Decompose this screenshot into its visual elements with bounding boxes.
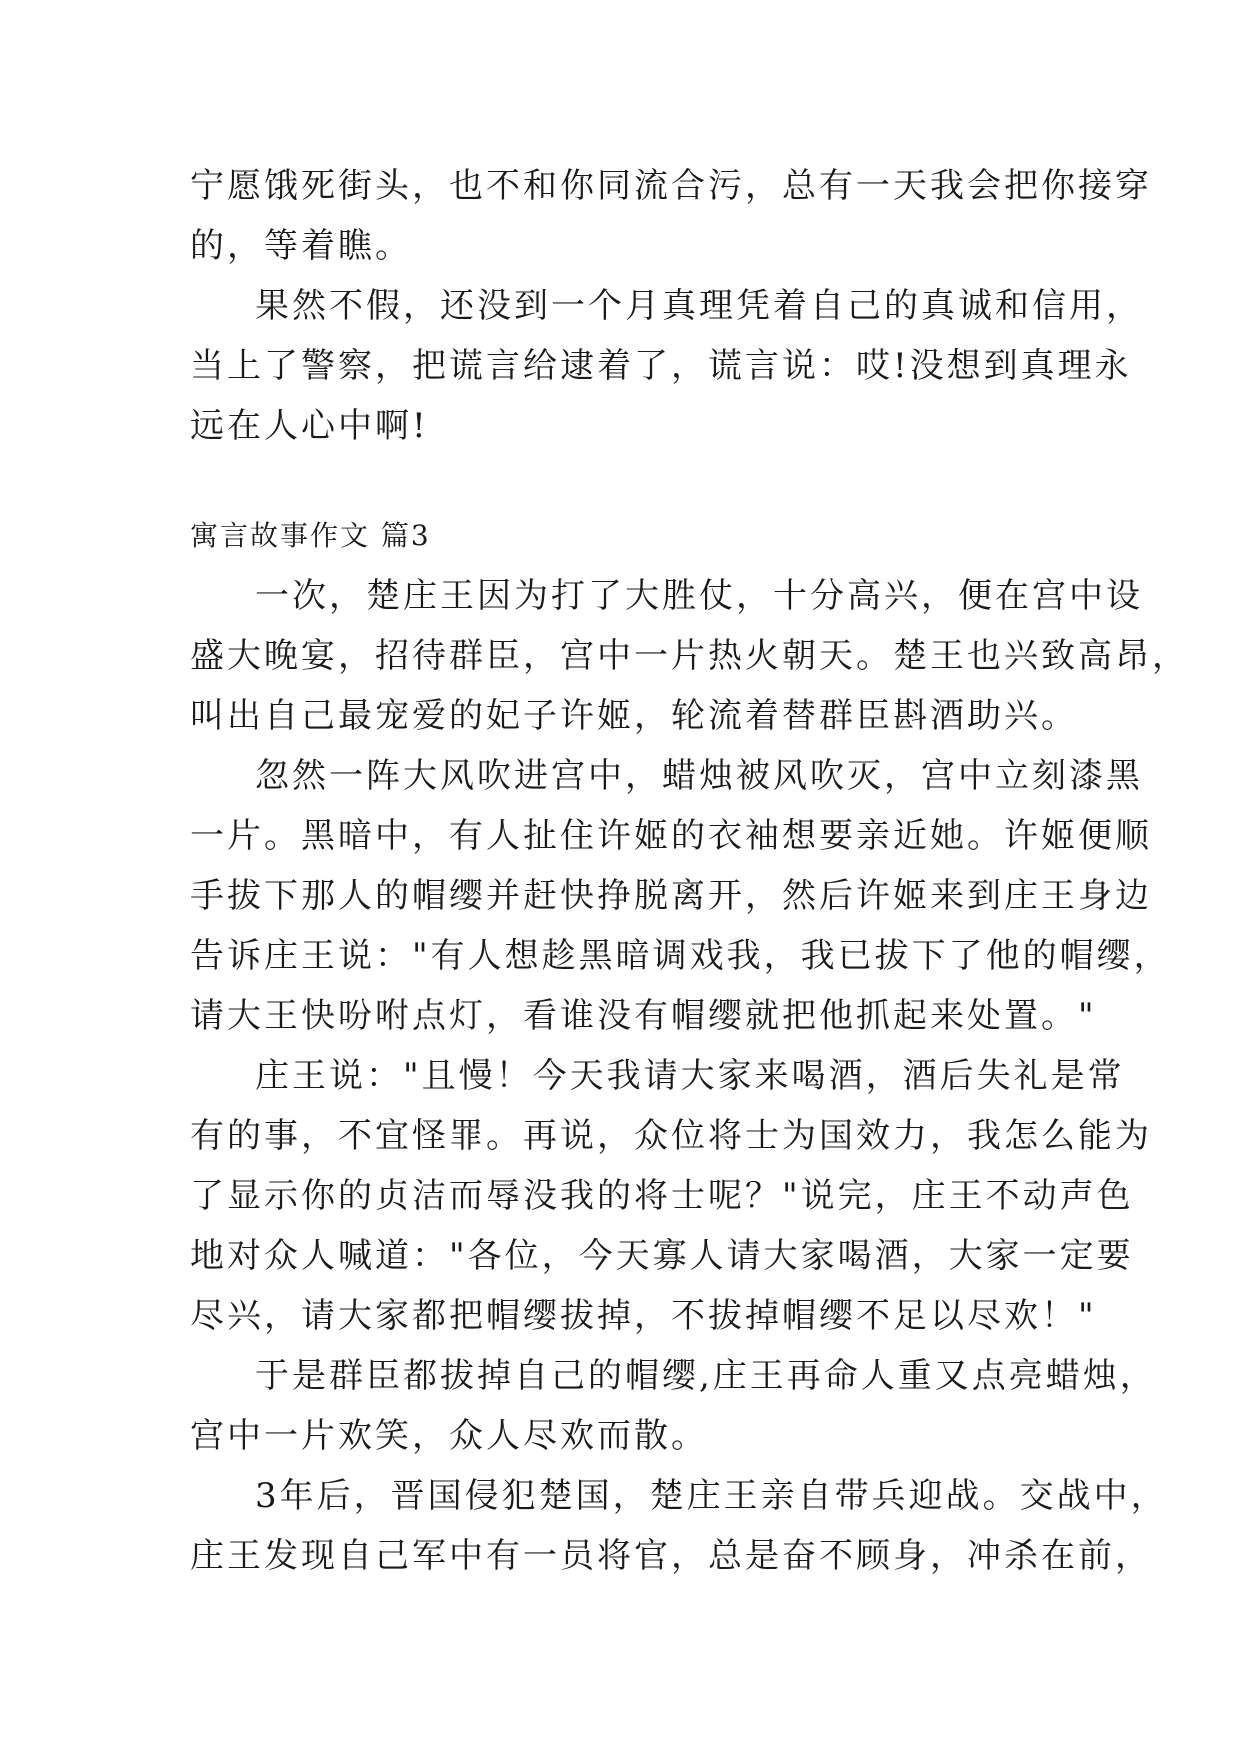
text-line: 告诉庄王说："有人想趁黑暗调戏我，我已拔下了他的帽缨，	[190, 936, 1171, 976]
text-line: 叫出自己最宠爱的妃子许姬，轮流着替群臣斟酒助兴。	[190, 696, 1078, 736]
text-line: 尽兴，请大家都把帽缨拔掉，不拔掉帽缨不足以尽欢！"	[190, 1296, 1097, 1336]
text-line: 盛大晚宴，招待群臣，宫中一片热火朝天。楚王也兴致高昂，	[190, 636, 1189, 676]
paragraph-first-line: 忽然一阵大风吹进宫中，蜡烛被风吹灭，宫中立刻漆黑	[255, 756, 1143, 796]
text-line: 请大王快吩咐点灯，看谁没有帽缨就把他抓起来处置。"	[190, 996, 1097, 1036]
text-line: 一片。黑暗中，有人扯住许姬的衣袖想要亲近她。许姬便顺	[190, 816, 1152, 856]
text-line: 庄王发现自己军中有一员将官，总是奋不顾身，冲杀在前，	[190, 1536, 1152, 1576]
text-line: 宁愿饿死街头，也不和你同流合污，总有一天我会把你接穿	[190, 166, 1152, 206]
paragraph-first-line: 3年后，晋国侵犯楚国，楚庄王亲自带兵迎战。交战中，	[255, 1476, 1168, 1516]
text-line: 手拔下那人的帽缨并赶快挣脱离开，然后许姬来到庄王身边	[190, 876, 1152, 916]
paragraph-first-line: 庄王说："且慢！今天我请大家来喝酒，酒后失礼是常	[255, 1056, 1125, 1096]
text-line: 的，等着瞧。	[190, 226, 412, 266]
paragraph-first-line: 果然不假，还没到一个月真理凭着自己的真诚和信用，	[255, 286, 1143, 326]
text-line: 当上了警察，把谎言给逮着了，谎言说：哎!没想到真理永	[190, 346, 1132, 386]
text-line: 地对众人喊道："各位，今天寡人请大家喝酒，大家一定要	[190, 1236, 1134, 1276]
section-heading: 寓言故事作文 篇3	[190, 519, 431, 552]
paragraph-first-line: 于是群臣都拔掉自己的帽缨,庄王再命人重又点亮蜡烛，	[255, 1356, 1157, 1396]
text-line: 宫中一片欢笑，众人尽欢而散。	[190, 1416, 708, 1456]
paragraph-first-line: 一次，楚庄王因为打了大胜仗，十分高兴，便在宫中设	[255, 576, 1143, 616]
text-line: 远在人心中啊!	[190, 406, 429, 446]
text-line: 了显示你的贞洁而辱没我的将士呢？"说完，庄王不动声色	[190, 1176, 1134, 1216]
text-line: 有的事，不宜怪罪。再说，众位将士为国效力，我怎么能为	[190, 1116, 1152, 1156]
